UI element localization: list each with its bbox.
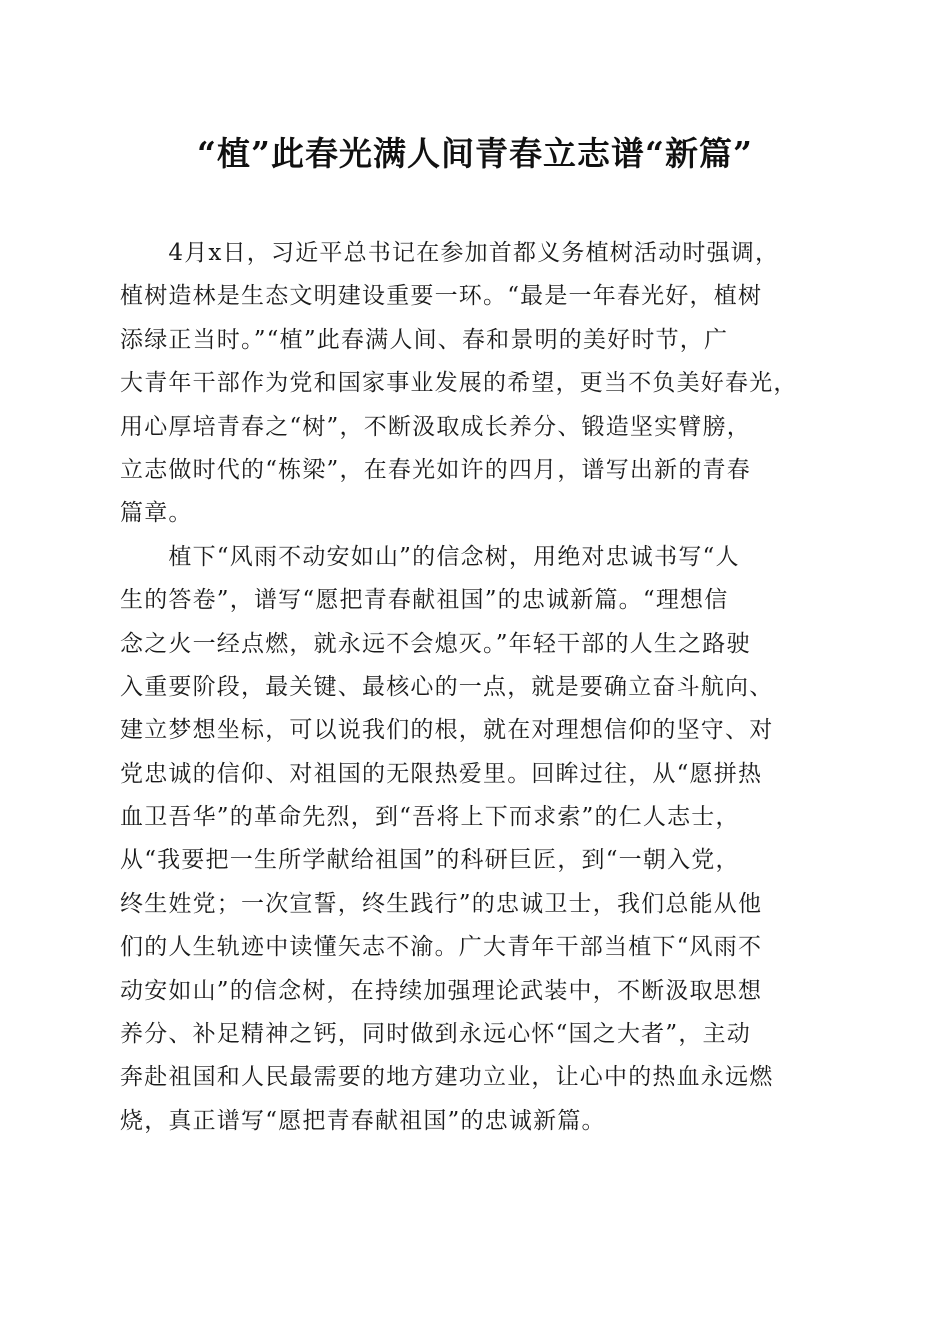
text-line: 用心厚培青春之“树”，不断汲取成长养分、锻造坚实臂膀， — [120, 413, 751, 440]
text-line: 念之火一经点燃，就永远不会熄灭。”年轻干部的人生之路驶 — [120, 630, 751, 657]
text-line: 添绿正当时。”“植”此春满人间、春和景明的美好时节，广 — [120, 326, 729, 353]
text-line: 烧，真正谱写“愿把青春献祖国”的忠诚新篇。 — [120, 1107, 606, 1134]
text-line: 篇章。 — [120, 500, 193, 527]
text-line: 们的人生轨迹中读懂矢志不渝。广大青年干部当植下“风雨不 — [120, 934, 763, 961]
text-line: 动安如山”的信念树，在持续加强理论武装中，不断汲取思想 — [120, 977, 763, 1004]
text-line: 从“我要把一生所学献给祖国”的科研巨匠，到“一朝入党， — [120, 847, 740, 874]
document-body — [120, 232, 832, 1143]
text-line: 4月x日，习近平总书记在参加首都义务植树活动时强调， — [120, 240, 780, 266]
document-title: “植”此春光满人间青春立志谱“新篇” — [197, 134, 753, 173]
text-line: 植下“风雨不动安如山”的信念树，用绝对忠诚书写“人 — [120, 543, 740, 570]
text-line: 终生姓党；一次宣誓，终生践行”的忠诚卫士，我们总能从他 — [120, 890, 763, 917]
text-line: 血卫吾华”的革命先烈，到“吾将上下而求索”的仁人志士， — [120, 804, 740, 831]
text-line: 建立梦想坐标，可以说我们的根，就在对理想信仰的坚守、对 — [120, 717, 774, 744]
paragraph-2 — [120, 536, 832, 1143]
paragraph-1 — [120, 232, 832, 536]
text-line: 植树造林是生态文明建设重要一环。“最是一年春光好，植树 — [120, 283, 763, 310]
text-line: 生的答卷”，谱写“愿把青春献祖国”的忠诚新篇。“理想信 — [120, 587, 729, 614]
text-line: 立志做时代的“栋梁”，在春光如许的四月，谱写出新的青春 — [120, 456, 751, 483]
text-line: 奔赴祖国和人民最需要的地方建功立业，让心中的热血永远燃 — [120, 1064, 774, 1091]
text-line: 养分、补足精神之钙，同时做到永远心怀“国之大者”，主动 — [120, 1021, 751, 1048]
text-line: 大青年干部作为党和国家事业发展的希望，更当不负美好春光， — [120, 370, 798, 397]
text-line: 党忠诚的信仰、对祖国的无限热爱里。回眸过往，从“愿拼热 — [120, 760, 763, 787]
text-line: 入重要阶段，最关键、最核心的一点，就是要确立奋斗航向、 — [120, 673, 774, 700]
